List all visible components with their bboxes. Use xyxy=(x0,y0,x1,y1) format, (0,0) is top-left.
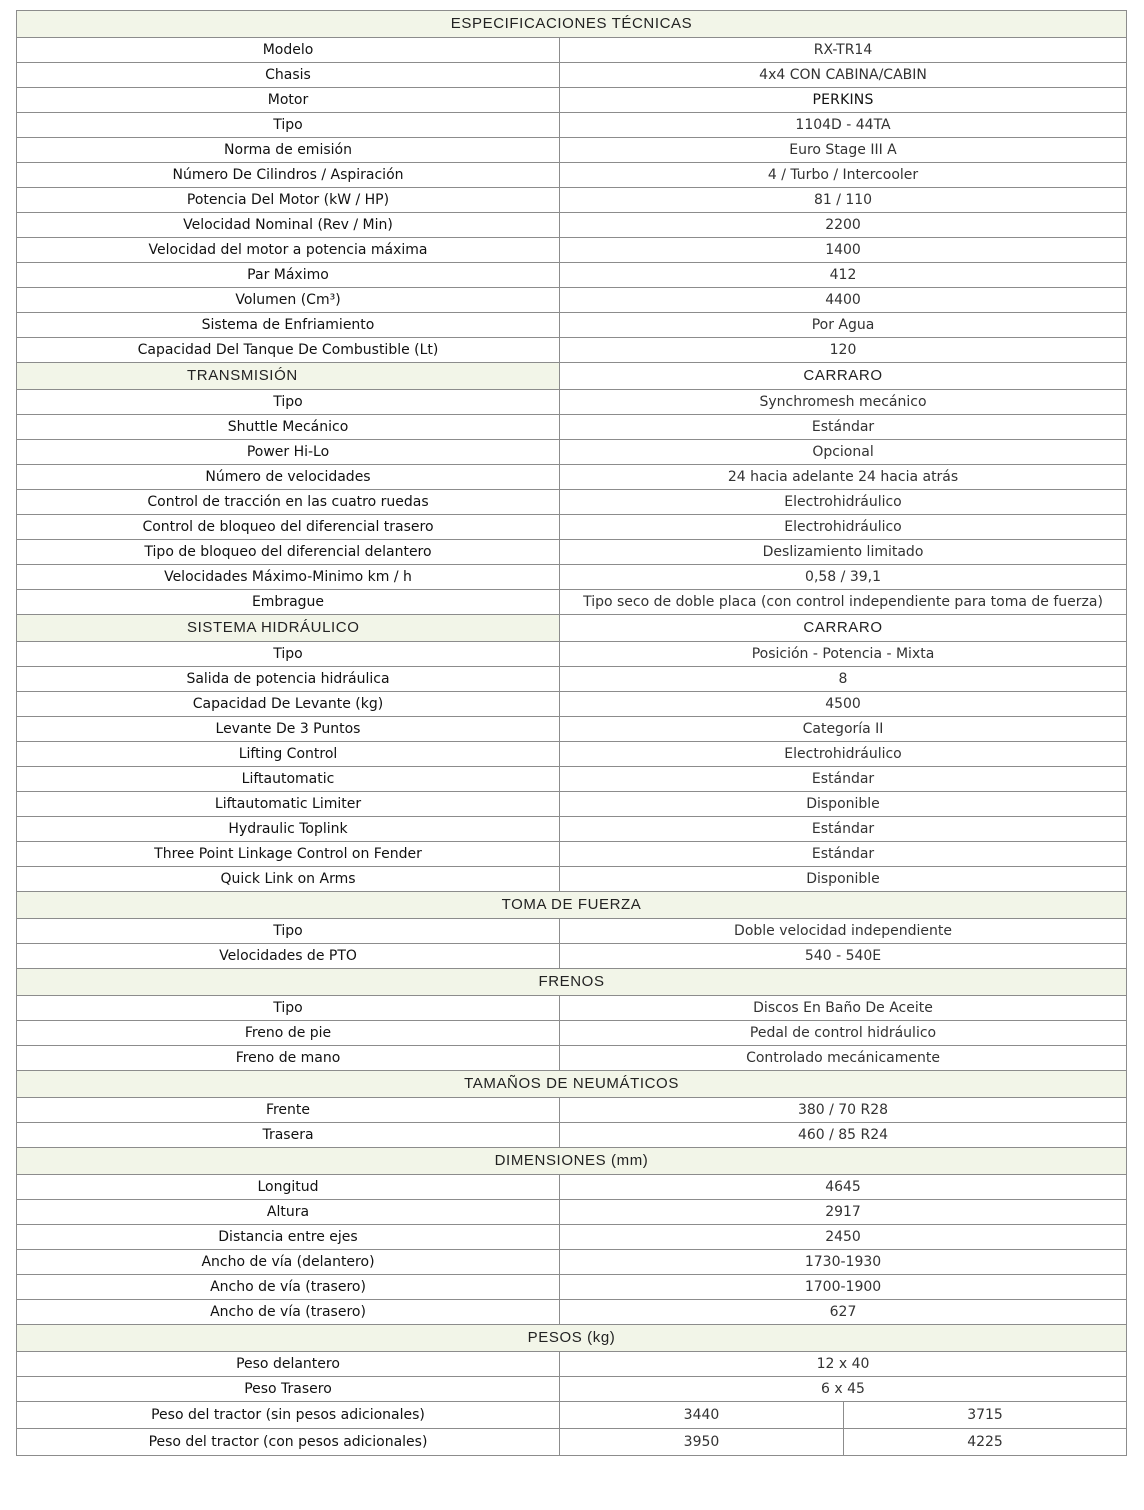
spec-row xyxy=(17,1098,1127,1123)
section-header xyxy=(17,1071,1127,1098)
spec-row xyxy=(17,238,1127,263)
spec-label: Capacidad De Levante (kg) xyxy=(17,692,560,717)
spec-label: Liftautomatic Limiter xyxy=(17,792,560,817)
spec-label: Motor xyxy=(17,88,560,113)
spec-row xyxy=(17,996,1127,1021)
spec-label: Número de velocidades xyxy=(17,465,560,490)
spec-row xyxy=(17,1225,1127,1250)
spec-row xyxy=(17,415,1127,440)
spec-row xyxy=(17,88,1127,113)
spec-row xyxy=(17,138,1127,163)
spec-value-b: 4225 xyxy=(844,1429,1127,1456)
spec-row xyxy=(17,465,1127,490)
spec-value: 627 xyxy=(560,1300,1127,1325)
spec-row xyxy=(17,1175,1127,1200)
section-title: ESPECIFICACIONES TÉCNICAS xyxy=(17,11,1127,38)
section-title: SISTEMA HIDRÁULICO xyxy=(17,615,560,642)
section-title: DIMENSIONES (mm) xyxy=(17,1148,1127,1175)
spec-row xyxy=(17,565,1127,590)
spec-value: RX-TR14 xyxy=(560,38,1127,63)
spec-row xyxy=(17,213,1127,238)
spec-label: Levante De 3 Puntos xyxy=(17,717,560,742)
spec-row xyxy=(17,1377,1127,1402)
spec-value: Estándar xyxy=(560,817,1127,842)
spec-value: 4x4 CON CABINA/CABIN xyxy=(560,63,1127,88)
spec-value: 4500 xyxy=(560,692,1127,717)
spec-value: PERKINS xyxy=(560,88,1127,113)
section-title: TRANSMISIÓN xyxy=(17,363,560,390)
spec-value: 540 - 540E xyxy=(560,944,1127,969)
section-title: PESOS (kg) xyxy=(17,1325,1127,1352)
spec-value: Categoría II xyxy=(560,717,1127,742)
spec-label: Tipo xyxy=(17,919,560,944)
spec-value: 4400 xyxy=(560,288,1127,313)
spec-row xyxy=(17,867,1127,892)
spec-row xyxy=(17,263,1127,288)
spec-value: Pedal de control hidráulico xyxy=(560,1021,1127,1046)
spec-value: Tipo seco de doble placa (con control independiente para toma de fuerza) xyxy=(560,590,1127,615)
section-header xyxy=(17,1325,1127,1352)
spec-row xyxy=(17,667,1127,692)
spec-row xyxy=(17,1200,1127,1225)
spec-label: Liftautomatic xyxy=(17,767,560,792)
spec-label: Ancho de vía (trasero) xyxy=(17,1275,560,1300)
spec-row xyxy=(17,1250,1127,1275)
spec-row xyxy=(17,1429,1127,1456)
spec-row xyxy=(17,1402,1127,1429)
spec-value: Estándar xyxy=(560,415,1127,440)
spec-row xyxy=(17,792,1127,817)
spec-row xyxy=(17,38,1127,63)
spec-label: Salida de potencia hidráulica xyxy=(17,667,560,692)
spec-row xyxy=(17,313,1127,338)
spec-value: 24 hacia adelante 24 hacia atrás xyxy=(560,465,1127,490)
spec-row xyxy=(17,113,1127,138)
spec-value: Estándar xyxy=(560,767,1127,792)
spec-label: Peso delantero xyxy=(17,1352,560,1377)
spec-label: Hydraulic Toplink xyxy=(17,817,560,842)
spec-value: 1104D - 44TA xyxy=(560,113,1127,138)
spec-label: Tipo de bloqueo del diferencial delantero xyxy=(17,540,560,565)
spec-row xyxy=(17,842,1127,867)
section-header xyxy=(17,969,1127,996)
spec-value: 120 xyxy=(560,338,1127,363)
spec-row xyxy=(17,63,1127,88)
spec-value: Estándar xyxy=(560,842,1127,867)
spec-value: Discos En Baño De Aceite xyxy=(560,996,1127,1021)
spec-row xyxy=(17,440,1127,465)
spec-value: Disponible xyxy=(560,867,1127,892)
spec-row xyxy=(17,163,1127,188)
spec-label: Velocidad del motor a potencia máxima xyxy=(17,238,560,263)
spec-label: Altura xyxy=(17,1200,560,1225)
specifications-body xyxy=(17,11,1127,1456)
section-header xyxy=(17,1148,1127,1175)
spec-value: Euro Stage III A xyxy=(560,138,1127,163)
spec-value: Controlado mecánicamente xyxy=(560,1046,1127,1071)
spec-label: Freno de mano xyxy=(17,1046,560,1071)
spec-value: 460 / 85 R24 xyxy=(560,1123,1127,1148)
spec-row xyxy=(17,1021,1127,1046)
section-value: CARRARO xyxy=(560,363,1127,390)
spec-label: Frente xyxy=(17,1098,560,1123)
spec-label: Embrague xyxy=(17,590,560,615)
spec-row xyxy=(17,1300,1127,1325)
spec-value-a: 3440 xyxy=(560,1402,844,1429)
spec-label: Peso del tractor (con pesos adicionales) xyxy=(17,1429,560,1456)
spec-value: 12 x 40 xyxy=(560,1352,1127,1377)
spec-label: Par Máximo xyxy=(17,263,560,288)
spec-value: 4 / Turbo / Intercooler xyxy=(560,163,1127,188)
spec-label: Control de tracción en las cuatro ruedas xyxy=(17,490,560,515)
spec-label: Lifting Control xyxy=(17,742,560,767)
spec-label: Three Point Linkage Control on Fender xyxy=(17,842,560,867)
spec-label: Shuttle Mecánico xyxy=(17,415,560,440)
spec-label: Chasis xyxy=(17,63,560,88)
section-title: TAMAÑOS DE NEUMÁTICOS xyxy=(17,1071,1127,1098)
spec-row xyxy=(17,390,1127,415)
spec-value: 8 xyxy=(560,667,1127,692)
spec-row xyxy=(17,717,1127,742)
spec-label: Quick Link on Arms xyxy=(17,867,560,892)
spec-row xyxy=(17,1123,1127,1148)
spec-label: Potencia Del Motor (kW / HP) xyxy=(17,188,560,213)
spec-row xyxy=(17,1046,1127,1071)
spec-row xyxy=(17,338,1127,363)
spec-value: 412 xyxy=(560,263,1127,288)
spec-row xyxy=(17,288,1127,313)
spec-row xyxy=(17,944,1127,969)
spec-label: Capacidad Del Tanque De Combustible (Lt) xyxy=(17,338,560,363)
spec-value: 6 x 45 xyxy=(560,1377,1127,1402)
specifications-table xyxy=(16,10,1127,1456)
spec-row xyxy=(17,767,1127,792)
spec-label: Ancho de vía (delantero) xyxy=(17,1250,560,1275)
spec-value: 2450 xyxy=(560,1225,1127,1250)
section-header xyxy=(17,363,1127,390)
spec-row xyxy=(17,590,1127,615)
spec-row xyxy=(17,692,1127,717)
spec-label: Modelo xyxy=(17,38,560,63)
spec-value: 380 / 70 R28 xyxy=(560,1098,1127,1123)
spec-value: 81 / 110 xyxy=(560,188,1127,213)
spec-value: 2200 xyxy=(560,213,1127,238)
spec-label: Volumen (Cm³) xyxy=(17,288,560,313)
spec-label: Velocidad Nominal (Rev / Min) xyxy=(17,213,560,238)
spec-label: Trasera xyxy=(17,1123,560,1148)
spec-value-a: 3950 xyxy=(560,1429,844,1456)
spec-value: Posición - Potencia - Mixta xyxy=(560,642,1127,667)
spec-row xyxy=(17,1275,1127,1300)
spec-label: Power Hi-Lo xyxy=(17,440,560,465)
spec-label: Peso Trasero xyxy=(17,1377,560,1402)
spec-value: Electrohidráulico xyxy=(560,742,1127,767)
spec-value: Doble velocidad independiente xyxy=(560,919,1127,944)
spec-label: Distancia entre ejes xyxy=(17,1225,560,1250)
spec-row xyxy=(17,642,1127,667)
spec-label: Longitud xyxy=(17,1175,560,1200)
spec-label: Tipo xyxy=(17,390,560,415)
spec-value-b: 3715 xyxy=(844,1402,1127,1429)
spec-label: Velocidades de PTO xyxy=(17,944,560,969)
spec-row xyxy=(17,188,1127,213)
spec-value: 1700-1900 xyxy=(560,1275,1127,1300)
section-title: TOMA DE FUERZA xyxy=(17,892,1127,919)
spec-value: Synchromesh mecánico xyxy=(560,390,1127,415)
spec-label: Norma de emisión xyxy=(17,138,560,163)
spec-label: Freno de pie xyxy=(17,1021,560,1046)
spec-label: Tipo xyxy=(17,113,560,138)
spec-row xyxy=(17,817,1127,842)
spec-label: Velocidades Máximo-Minimo km / h xyxy=(17,565,560,590)
spec-label: Número De Cilindros / Aspiración xyxy=(17,163,560,188)
section-title: FRENOS xyxy=(17,969,1127,996)
spec-row xyxy=(17,540,1127,565)
section-header xyxy=(17,11,1127,38)
section-value: CARRARO xyxy=(560,615,1127,642)
spec-row xyxy=(17,742,1127,767)
spec-row xyxy=(17,919,1127,944)
spec-value: Electrohidráulico xyxy=(560,490,1127,515)
spec-value: 1730-1930 xyxy=(560,1250,1127,1275)
spec-value: 0,58 / 39,1 xyxy=(560,565,1127,590)
spec-value: Disponible xyxy=(560,792,1127,817)
spec-row xyxy=(17,515,1127,540)
spec-value: 4645 xyxy=(560,1175,1127,1200)
spec-value: Electrohidráulico xyxy=(560,515,1127,540)
spec-value: Opcional xyxy=(560,440,1127,465)
spec-label: Control de bloqueo del diferencial trasero xyxy=(17,515,560,540)
spec-label: Ancho de vía (trasero) xyxy=(17,1300,560,1325)
spec-row xyxy=(17,1352,1127,1377)
section-header xyxy=(17,615,1127,642)
spec-label: Sistema de Enfriamiento xyxy=(17,313,560,338)
spec-label: Peso del tractor (sin pesos adicionales) xyxy=(17,1402,560,1429)
spec-row xyxy=(17,490,1127,515)
spec-value: Por Agua xyxy=(560,313,1127,338)
spec-value: 2917 xyxy=(560,1200,1127,1225)
spec-value: Deslizamiento limitado xyxy=(560,540,1127,565)
spec-label: Tipo xyxy=(17,642,560,667)
section-header xyxy=(17,892,1127,919)
spec-value: 1400 xyxy=(560,238,1127,263)
spec-label: Tipo xyxy=(17,996,560,1021)
